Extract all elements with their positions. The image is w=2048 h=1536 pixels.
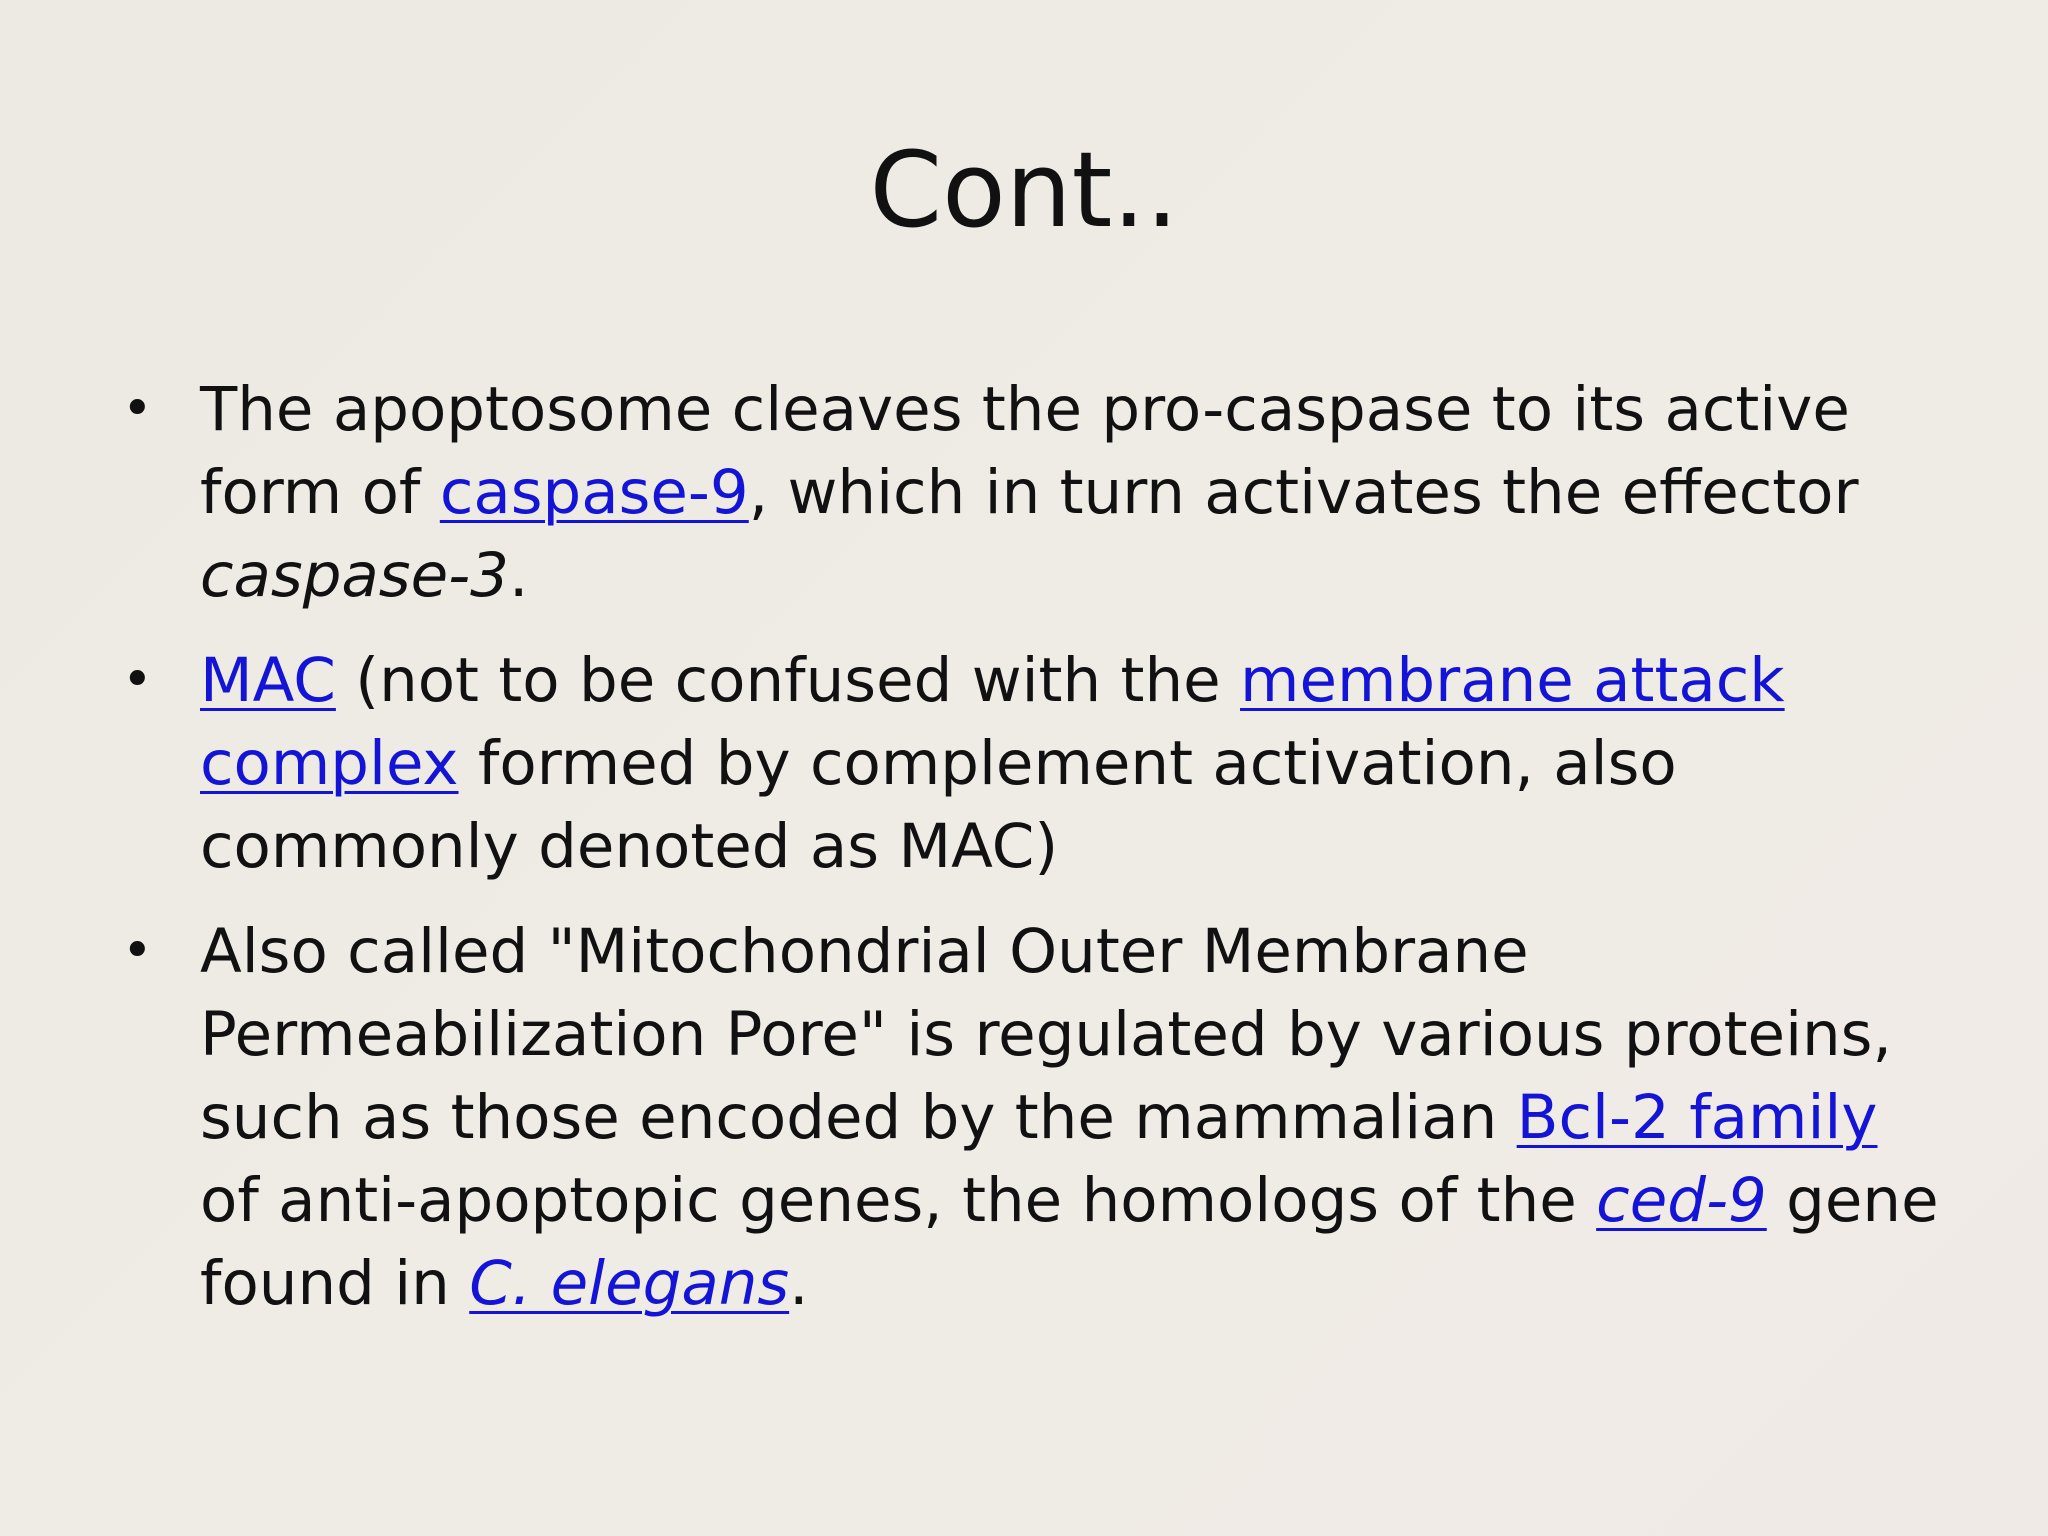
slide-title: Cont..: [869, 129, 1179, 251]
bullet-text: formed by complement activation, also commonly denoted as MAC): [200, 728, 1677, 882]
ced-9-link[interactable]: [1596, 1165, 1767, 1236]
bullet-text: of anti-apoptopic genes, the homologs of the: [200, 1165, 1597, 1236]
bullet-list: [112, 368, 1942, 1347]
c-elegans-link-text: C. elegans: [469, 1248, 790, 1319]
c-elegans-link[interactable]: [469, 1248, 789, 1319]
bullet-text: .: [508, 540, 529, 611]
bullet-text: , which in turn activates the effector: [748, 457, 1859, 528]
ced-9-link-text: ced-9: [1596, 1165, 1767, 1236]
bullet-text: (not to be confused with the: [335, 645, 1241, 716]
bcl-2-family-link[interactable]: Bcl-2 family: [1516, 1082, 1878, 1153]
bullet-item-pore: [112, 910, 1942, 1325]
bullet-text: .: [789, 1248, 809, 1319]
bullet-text: gene found in: [200, 1165, 1939, 1319]
bullet-text: Also called "Mitochondrial Outer Membrane Permeabilization Pore" is regulated by various proteins, such as those encoded by the mammalian: [200, 916, 1892, 1153]
bullet-icon: •: [122, 379, 153, 439]
bullet-icon: •: [122, 921, 153, 981]
bullet-item-mac: [112, 639, 1942, 888]
membrane-attack-complex-link[interactable]: membrane attack complex: [200, 645, 1785, 799]
bullet-text: The apoptosome cleaves the pro-caspase to its active form of: [200, 374, 1850, 528]
caspase-9-link[interactable]: caspase-9: [439, 457, 749, 528]
bullet-item-apoptosome: [112, 368, 1942, 617]
caspase-3-term: caspase-3: [200, 540, 509, 611]
bullet-icon: •: [122, 650, 153, 710]
mac-link[interactable]: MAC: [200, 645, 336, 716]
